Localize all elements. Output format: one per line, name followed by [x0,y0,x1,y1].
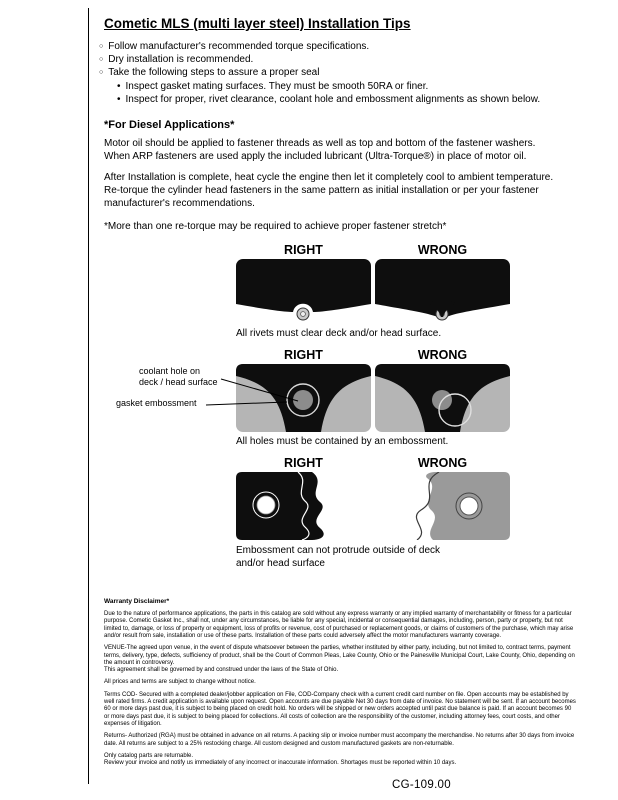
diagram-row-holes [116,347,514,447]
rivet-image-pair [236,259,514,324]
bolt-hole-icon [460,497,478,515]
tip-item [99,53,582,66]
diagram-caption-embossment: Embossment can not protrude outside of deck and/or head surface [236,544,441,569]
tip-sub-item [117,80,582,93]
rivet-wrong-diagram [375,259,510,324]
disclaimer-paragraph: Terms COD- Secured with a completed dealer/jobber application on File, COD-Company check with a current credit card number on file. Open accounts may be established by well rated firms. A credit application is available upon request. Open accounts are due payable Net 30 days from date of invoice. No statement will be sent. If an account becomes 60 or more days past due, it is subject to being placed on credit hold. No orders will be shipped or new orders accepted until past due balance is paid. If an account becomes 90 or more days past due, it is subject to being placed for collections. All costs of collection are the responsibility of the customer, including attorney fees, court costs, and other expenses of litigation. [104,691,576,727]
diagram-caption-rivets: All rivets must clear deck and/or head surface. [236,327,442,339]
right-label: RIGHT [284,347,323,362]
diagram-row-embossment [236,456,514,570]
bolt-hole-icon [257,496,275,514]
deck-surface-shape [236,472,324,540]
right-label: RIGHT [284,455,323,470]
diesel-paragraph-retorque: After Installation is complete, heat cycle the engine then let it completely cool to ambient temperature. Re-torque the cylinder head fasteners in the same pattern as initial installation or per your fastener manufacturer's recommendations. [104,171,554,209]
tip-text: • Inspect for proper, rivet clearance, coolant hole and embossment alignments as shown below. [125,93,541,105]
diesel-applications-heading: *For Diesel Applications* [104,118,235,131]
right-label: RIGHT [284,242,323,257]
disclaimer-heading: Warranty Disclaimer* [104,597,170,605]
retorque-note: *More than one re-torque may be required to achieve proper fastener stretch* [104,220,447,232]
diesel-paragraph-oil: Motor oil should be applied to fastener threads as well as top and bottom of the fastener washers. When ARP fasteners are used apply the included lubricant (Ultra-Torque®) in place of motor oil. [104,137,536,162]
page-margin-rule [88,8,89,784]
diagram-row-rivets [236,243,514,339]
wrong-label: WRONG [417,242,468,257]
wrong-label: WRONG [417,347,468,362]
disclaimer-paragraph: Review your invoice and notify us immediately of any incorrect or inaccurate information. Shortages must be reported within 10 days. [104,760,457,767]
tip-item [99,66,582,79]
diagram-section [116,242,514,570]
catalog-code: CG-109.00 [392,778,451,791]
tip-text: ○ Follow manufacturer's recommended torque specifications. [108,41,370,52]
tip-sub-item [117,93,582,106]
disclaimer-paragraph: Due to the nature of performance applications, the parts in this catalog are sold without any express warranty or any implied warranty of merchantability or fitness for a particular purpose. Cometic Gasket Inc., shall not, under any circumstances, be liable for any special, incidental or consequential damages, including, person, party or property, but not limited to, damage, or loss of property or equipment, loss of profits or revenue, cost of purchased or replacement goods, or claims of customers of the purchase, which may arise and/or result from sale, installation or use of these parts. Installation of these parts could adversely affect the motor manufacturers warranty coverage. [104,610,574,639]
tip-text: ○ Take the following steps to assure a proper seal [108,67,320,79]
wrong-label: WRONG [417,455,468,470]
disclaimer-paragraph: This agreement shall be governed by and construed under the laws of the State of Ohio. [104,667,339,674]
page-title: Cometic MLS (multi layer steel) Installation Tips [104,16,411,31]
hole-wrong-diagram [375,364,510,432]
right-wrong-header [236,348,514,362]
coolant-hole-annotation: coolant hole on deck / head surface [139,365,218,387]
disclaimer-paragraph: Only catalog parts are returnable. [104,752,194,759]
disclaimer-paragraph: VENUE-The agreed upon venue, in the event of dispute whatsoever between the parties, whether instituted by either party, including, but not limited to, contract terms, payment terms, delivery, type, defects, sufficiency of product, shall be the Court of Common Pleas, Lake County, Ohio or the Painesville Municipal Court, Lake County, Ohio, depending on the amount in controversy. [104,645,575,666]
right-wrong-header [236,243,514,257]
diagram-caption-holes: All holes must be contained by an embossment. [236,435,449,447]
hole-right-diagram [236,364,371,432]
rivet-right-diagram [236,259,371,324]
installation-tips-list [99,40,582,106]
warranty-disclaimer [104,598,576,768]
tip-text: ○ Dry installation is recommended. [108,54,254,66]
embossment-wrong-diagram [375,472,510,540]
page-content [104,16,582,791]
hole-image-pair [236,364,514,432]
disclaimer-paragraph: Returns- Authorized (RGA) must be obtained in advance on all returns. A packing slip or invoice number must accompany the merchandise. No returns after 30 days from invoice date. All returns are subject to a 25% restocking charge. All custom designed and custom manufactured gaskets are non-returnable. [104,733,575,747]
right-wrong-header [236,456,514,470]
gasket-embossment-annotation: gasket embossment [116,397,197,408]
coolant-hole-icon [293,390,313,410]
tip-text: • Inspect gasket mating surfaces. They must be smooth 50RA or finer. [125,80,429,92]
embossment-right-diagram [236,472,371,540]
embossment-image-pair [236,472,514,540]
disclaimer-paragraph: All prices and terms are subject to change without notice. [104,679,256,686]
tip-item [99,40,582,53]
